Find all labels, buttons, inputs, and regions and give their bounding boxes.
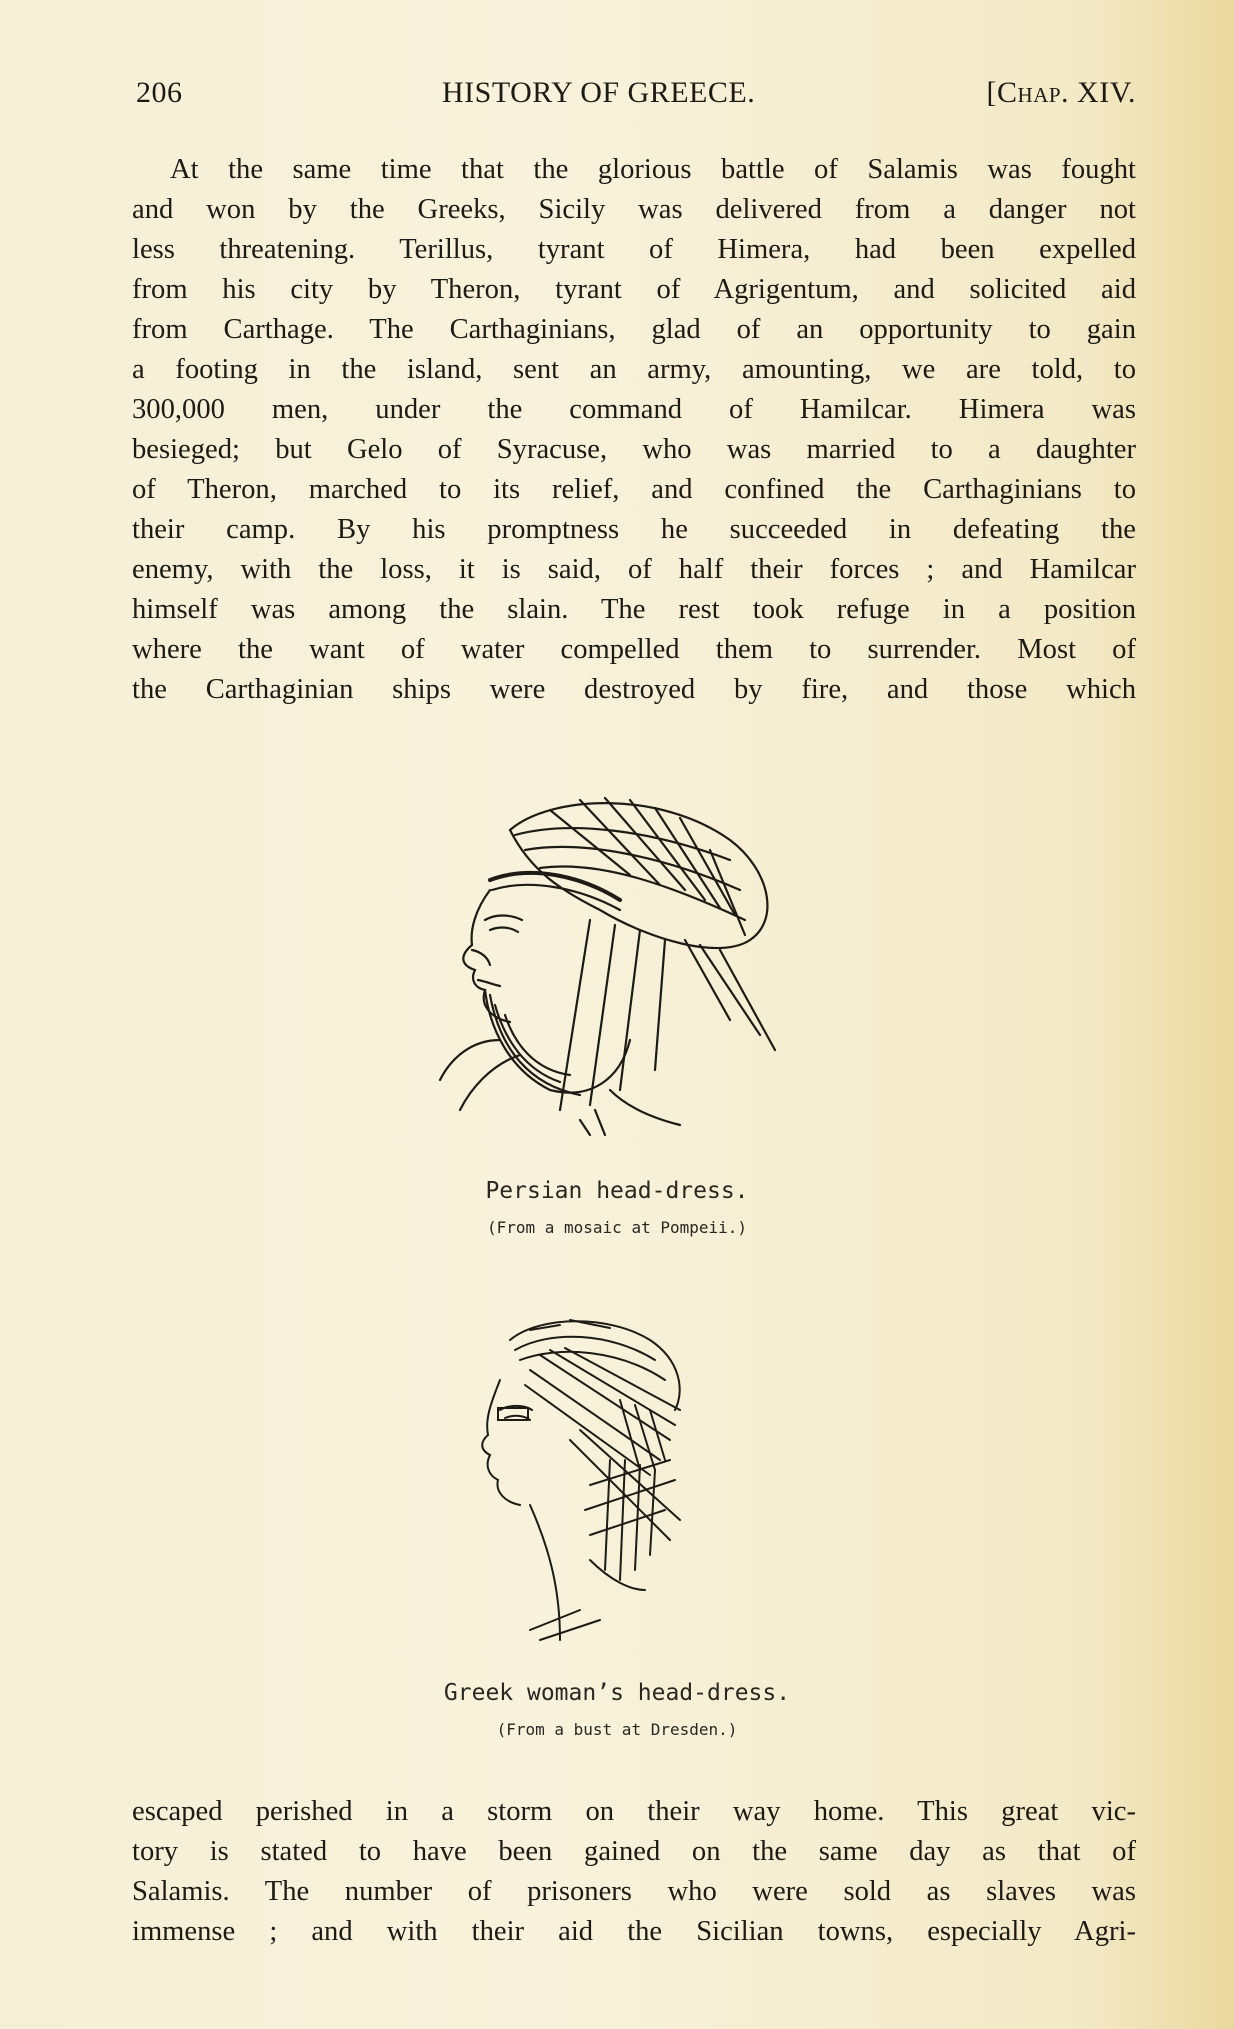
text-line: 300,000 men, under the command of Hamilcar. Himera was bbox=[132, 394, 1136, 425]
paragraph-salamis-himera bbox=[132, 150, 1136, 710]
text-line: enemy, with the loss, it is said, of half their forces ; and Hamilcar bbox=[132, 554, 1136, 585]
text-line: escaped perished in a storm on their way home. This great vic- bbox=[132, 1796, 1136, 1827]
text-line: from Carthage. The Carthaginians, glad of an opportunity to gain bbox=[132, 314, 1136, 345]
text-line: from his city by Theron, tyrant of Agrigentum, and solicited aid bbox=[132, 274, 1136, 305]
greek-woman-head-dress-engraving-icon bbox=[470, 1310, 740, 1650]
figure2-source: (From a bust at Dresden.) bbox=[496, 1720, 738, 1739]
text-line: and won by the Greeks, Sicily was delivered from a danger not bbox=[132, 194, 1136, 225]
text-line: less threatening. Terillus, tyrant of Himera, had been expelled bbox=[132, 234, 1136, 265]
running-head bbox=[136, 76, 1136, 120]
text-line: tory is stated to have been gained on the same day as that of bbox=[132, 1836, 1136, 1867]
book-title: HISTORY OF GREECE. bbox=[442, 76, 756, 109]
paragraph-sicilian-victory bbox=[132, 1792, 1136, 1952]
text-line: himself was among the slain. The rest took refuge in a position bbox=[132, 594, 1136, 625]
text-line: the Carthaginian ships were destroyed by fire, and those which bbox=[132, 674, 1136, 705]
persian-head-dress-engraving-icon bbox=[430, 790, 790, 1140]
figure2-caption: Greek woman’s head-dress. bbox=[443, 1680, 791, 1706]
text-line: their camp. By his promptness he succeeded in defeating the bbox=[132, 514, 1136, 545]
text-line: a footing in the island, sent an army, amounting, we are told, to bbox=[132, 354, 1136, 385]
text-line: immense ; and with their aid the Sicilian towns, especially Agri- bbox=[132, 1916, 1136, 1947]
chapter-label: [Chap. XIV. bbox=[986, 76, 1136, 109]
figure1-caption: Persian head-dress. bbox=[485, 1178, 749, 1204]
text-line: At the same time that the glorious battle of Salamis was fought bbox=[170, 154, 1136, 185]
page-number: 206 bbox=[136, 76, 183, 109]
text-line: besieged; but Gelo of Syracuse, who was married to a daughter bbox=[132, 434, 1136, 465]
text-line: Salamis. The number of prisoners who were sold as slaves was bbox=[132, 1876, 1136, 1907]
text-line: where the want of water compelled them to surrender. Most of bbox=[132, 634, 1136, 665]
text-line: of Theron, marched to its relief, and confined the Carthaginians to bbox=[132, 474, 1136, 505]
persian-head-dress-figure bbox=[430, 790, 790, 1140]
greek-woman-head-dress-figure bbox=[470, 1310, 740, 1650]
figure1-source: (From a mosaic at Pompeii.) bbox=[486, 1218, 748, 1237]
